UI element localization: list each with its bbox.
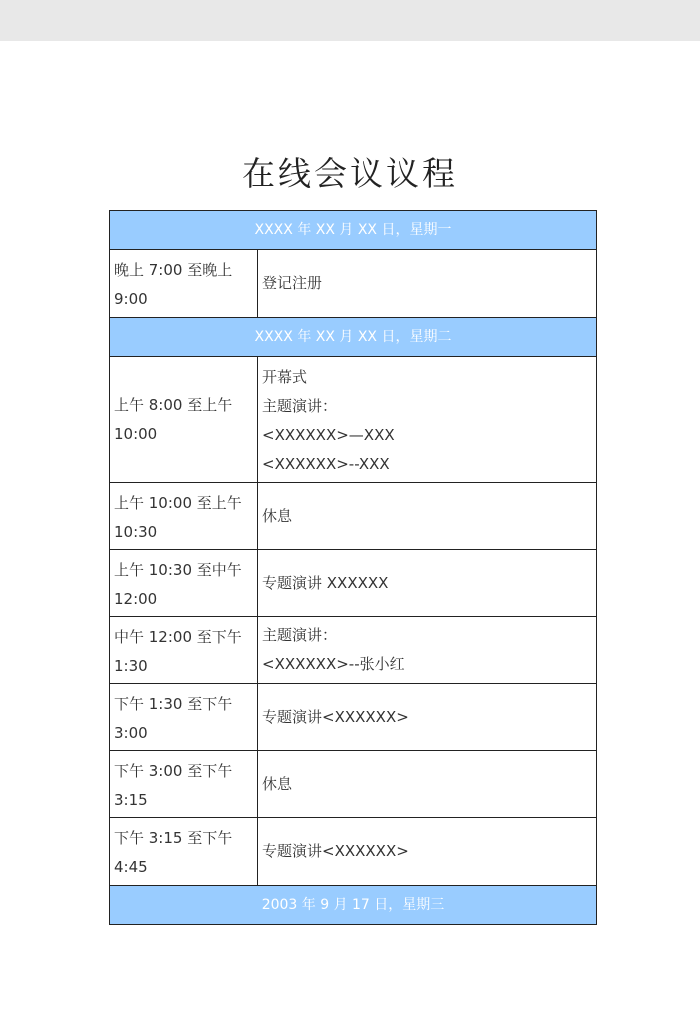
date-header-day1: XXXX 年 XX 月 XX 日，星期一 [110,211,596,250]
time-cell [110,751,258,817]
time-line: 12:00 [114,590,158,608]
event-cell [258,250,596,317]
time-line: 上午 8:00 至上午 [114,396,233,414]
time-line: 9:00 [114,290,148,308]
table-row [110,550,596,617]
event-cell [258,357,596,482]
event-line: 登记注册 [262,274,323,292]
time-cell [110,250,258,317]
page-title: 在线会议议程 [242,154,458,193]
time-line: 中午 12:00 至下午 [114,628,242,646]
top-bar [0,0,700,41]
table-row [110,751,596,818]
time-line: 4:45 [114,858,148,876]
time-line: 下午 3:15 至下午 [114,829,233,847]
time-cell [110,818,258,885]
event-cell [258,818,596,885]
table-row [110,818,596,886]
time-line: 10:00 [114,425,158,443]
event-line: 主题演讲： [262,626,338,644]
time-line: 下午 3:00 至下午 [114,762,233,780]
event-line: 主题演讲： [262,397,338,415]
event-line: 休息 [262,774,293,793]
time-line: 3:00 [114,724,148,742]
event-cell [258,684,596,750]
event-line: 专题演讲<XXXXXX> [262,707,409,726]
time-line: 下午 1:30 至下午 [114,695,233,713]
table-row [110,617,596,684]
event-cell [258,550,596,616]
time-cell [110,550,258,616]
event-cell [258,617,596,683]
time-line: 上午 10:30 至中午 [114,561,242,579]
date-header-day2: XXXX 年 XX 月 XX 日，星期二 [110,318,596,357]
agenda-table [109,210,597,925]
event-cell [258,483,596,549]
time-cell [110,684,258,750]
event-line: <XXXXXX>--张小红 [262,655,405,673]
time-cell [110,483,258,549]
event-cell [258,751,596,817]
event-line: <XXXXXX>--XXX [262,455,390,473]
event-line: 开幕式 [262,368,308,386]
time-line: 上午 10:00 至上午 [114,494,242,512]
time-cell [110,357,258,482]
table-row [110,684,596,751]
event-line: 专题演讲 XXXXXX [262,573,389,592]
time-line: 晚上 7:00 至晚上 [114,261,233,279]
time-line: 10:30 [114,523,158,541]
time-line: 3:15 [114,791,148,809]
event-line: 专题演讲<XXXXXX> [262,842,409,860]
event-line: <XXXXXX>—XXX [262,426,395,444]
date-header-day3: 2003 年 9 月 17 日，星期三 [110,886,596,924]
time-cell [110,617,258,683]
event-line: 休息 [262,506,293,525]
table-row [110,483,596,550]
table-row [110,357,596,483]
table-row [110,250,596,318]
time-line: 1:30 [114,657,148,675]
